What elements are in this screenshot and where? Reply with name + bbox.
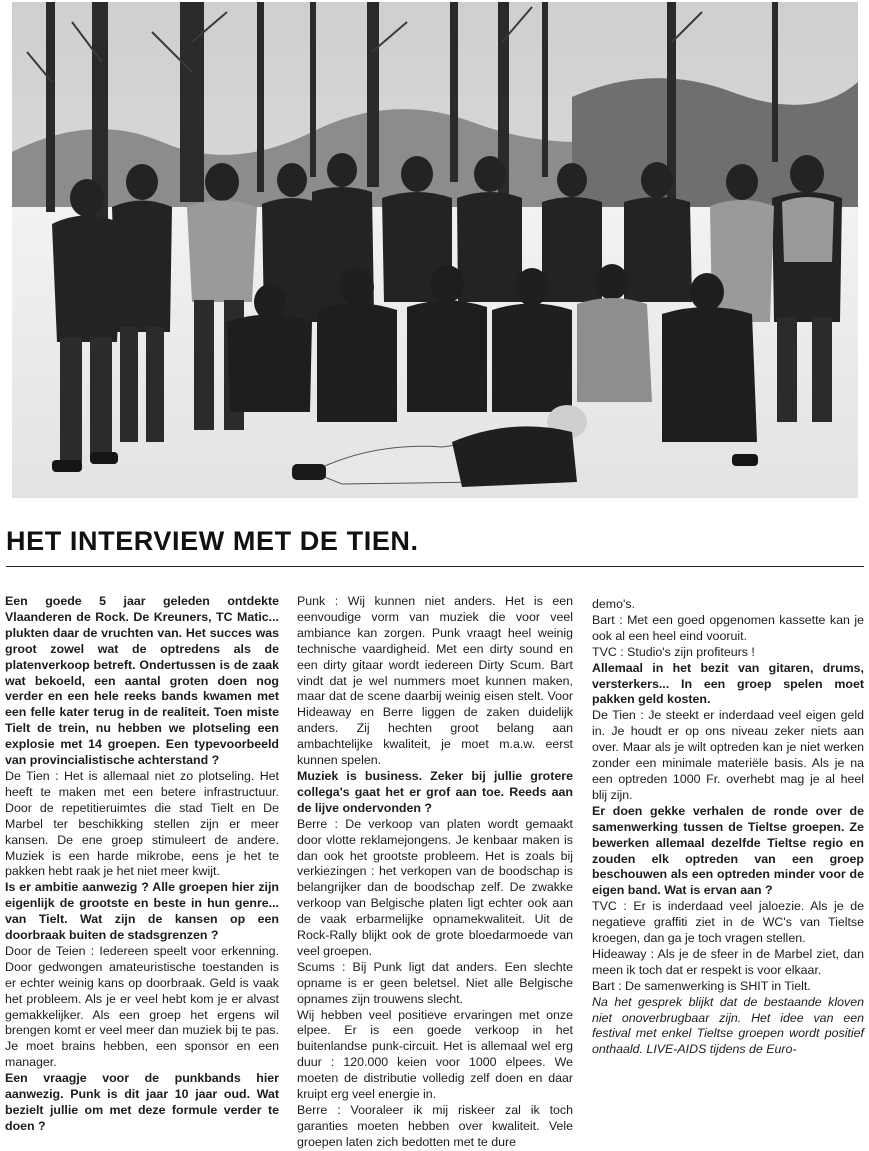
paragraph: Bart : Met een goed opgenomen kassette kan je ook al een heel eind vooruit. (592, 612, 864, 643)
paragraph: Muziek is business. Zeker bij jullie grotere collega's gaat het er grof aan toe. Reeds aan de lijve ondervonden ? (297, 768, 573, 815)
paragraph: Allemaal in het bezit van gitaren, drums, versterkers... In een groep spelen moet pakken geld kosten. (592, 660, 864, 707)
paragraph: demo's. (592, 597, 635, 611)
paragraph: Berre : Vooraleer ik mij riskeer zal ik toch garanties moeten hebben over kwaliteit. Vele groepen laten zich bedotten met te dure (297, 1103, 573, 1149)
paragraph: Door de Teien : Iedereen speelt voor erkenning. Door gedwongen amateuristische toestanden is er echter weinig kans op doorbraak. Geld is vaak het probleem. Als je er veel hebt kom je er alvast gemakkelijker. Als een groep het ergens wil brengen komt er veel meer dan muziek bij te pas. Je moet brains hebben, een sponsor en een manager. (5, 943, 279, 1070)
paragraph: Na het gesprek blijkt dat de bestaande kloven niet onoverbrugbaar zijn. Het idee van een festival met enkel Tieltse groepen wordt positief onthaald. LIVE-AIDS tijdens de Euro- (592, 994, 864, 1057)
paragraph: Punk : Wij kunnen niet anders. Het is een eenvoudige vorm van muziek die voor veel ambiance kan zorgen. Punk vraagt heel weinig technische vaardigheid. Met een dirty sound en een dirty gitaar wordt iedereen Dirty Scum. Bart vindt dat je wel nummers moet kunnen maken, maar dat de scene daarbij weinig eisen stelt. Voor Hideaway en Berre liggen de zaken duidelijk anders. Zij hechten groot belang aan ambachtelijke kwaliteit, je moet m.a.w. eerst kunnen spelen. (297, 594, 573, 768)
text-column-3 (592, 597, 864, 1143)
paragraph: Berre : De verkoop van platen wordt gemaakt door vlotte reklamejongens. Je kenbaar maken is dan ook het grootste probleem. Het is zoals bij verkiezingen : het verkopen van de boodschap is belangrijker dan de boodschap zelf. De zwakke verkoop van Belgische platen ligt echter ook aan de vaak erbarmelijke opnamekwaliteit. Uit de Rock-Rally blijkt ook de grote bloedarmoede van veel groepen. (297, 816, 573, 958)
text-column-2 (297, 594, 573, 1149)
paragraph: Een goede 5 jaar geleden ontdekte Vlaanderen de Rock. De Kreuners, TC Matic... plukten daar de vruchten van. Het succes was groot zowel wat de optredens als de platenverkoop betreft. Ondertussen is de zaak wat bekoeld, een aantal groten doen nog verder en een hele reeks bands kwamen met een felle kater terug in de realiteit. Toen miste Tielt de trein, nu hebben we plotseling een explosie met 14 groepen. Een typevoorbeeld van provincialistische achterstand ? (5, 594, 279, 768)
headline-rule (6, 566, 864, 567)
text-column-1 (5, 594, 279, 1140)
paragraph: Scums : Bij Punk ligt dat anders. Een slechte opname is er geen beletsel. Niet alle Belgische opnames zijn trouwens slecht. (297, 959, 573, 1006)
band-group-photo-icon (12, 2, 858, 498)
article-headline: HET INTERVIEW MET DE TIEN. (6, 526, 419, 556)
paragraph: Wij hebben veel positieve ervaringen met onze elpee. Er is een goede verkoop in het buitenlandse punk-circuit. Het is allemaal wel erg duur : 120.000 keien voor 1000 elpees. We moeten de distributie volledig zelf doen en daar kruipt erg veel energie in. (297, 1007, 573, 1102)
paragraph: Hideaway : Als je de sfeer in de Marbel ziet, dan meen ik toch dat er respekt is voor elkaar. (592, 946, 864, 977)
paragraph: Er doen gekke verhalen de ronde over de samenwerking tussen de Tieltse groepen. Ze bewerken allemaal dezelfde Tieltse regio en zouden elk optreden van een groep beschouwen als een optreden minder voor de eigen band. Wat is ervan aan ? (592, 803, 864, 898)
paragraph: De Tien : Het is allemaal niet zo plotseling. Het heeft te maken met een betere infrastructuur. Door de repetitieruimtes die stad Tielt en De Marbel ter beschikking stellen zijn er meer kansen. De ene groep stimuleert de andere. Muziek is een harde mikrobe, eens je het te pakken hebt raak je het niet meer kwijt. (5, 768, 279, 879)
band-group-photo (12, 2, 858, 498)
paragraph: TVC : Studio's zijn profiteurs ! (592, 644, 755, 659)
paragraph: Is er ambitie aanwezig ? Alle groepen hier zijn eigenlijk de grootste en beste in hun genre... van Tielt. Wat zijn de kansen op een doorbraak buiten de stadsgrenzen ? (5, 880, 279, 943)
paragraph: Een vraagje voor de punkbands hier aanwezig. Punk is dit jaar 10 jaar oud. Wat bezielt jullie om met deze formule verder te doen ? (5, 1071, 279, 1133)
paragraph: De Tien : Je steekt er inderdaad veel eigen geld in. Je houdt er op ons niveau zeker niets aan over. Maar als je wilt optreden kan je niet werken zonder een minimale materiële basis. Als je na een optreden 1000 Fr. overhebt mag je al heel blij zijn. (592, 708, 864, 802)
paragraph: TVC : Er is inderdaad veel jaloezie. Als je de negatieve graffiti ziet in de WC's van Tieltse kroegen, dan ga je toch vragen stellen. (592, 899, 864, 946)
paragraph: Bart : De samenwerking is SHIT in Tielt. (592, 978, 811, 993)
